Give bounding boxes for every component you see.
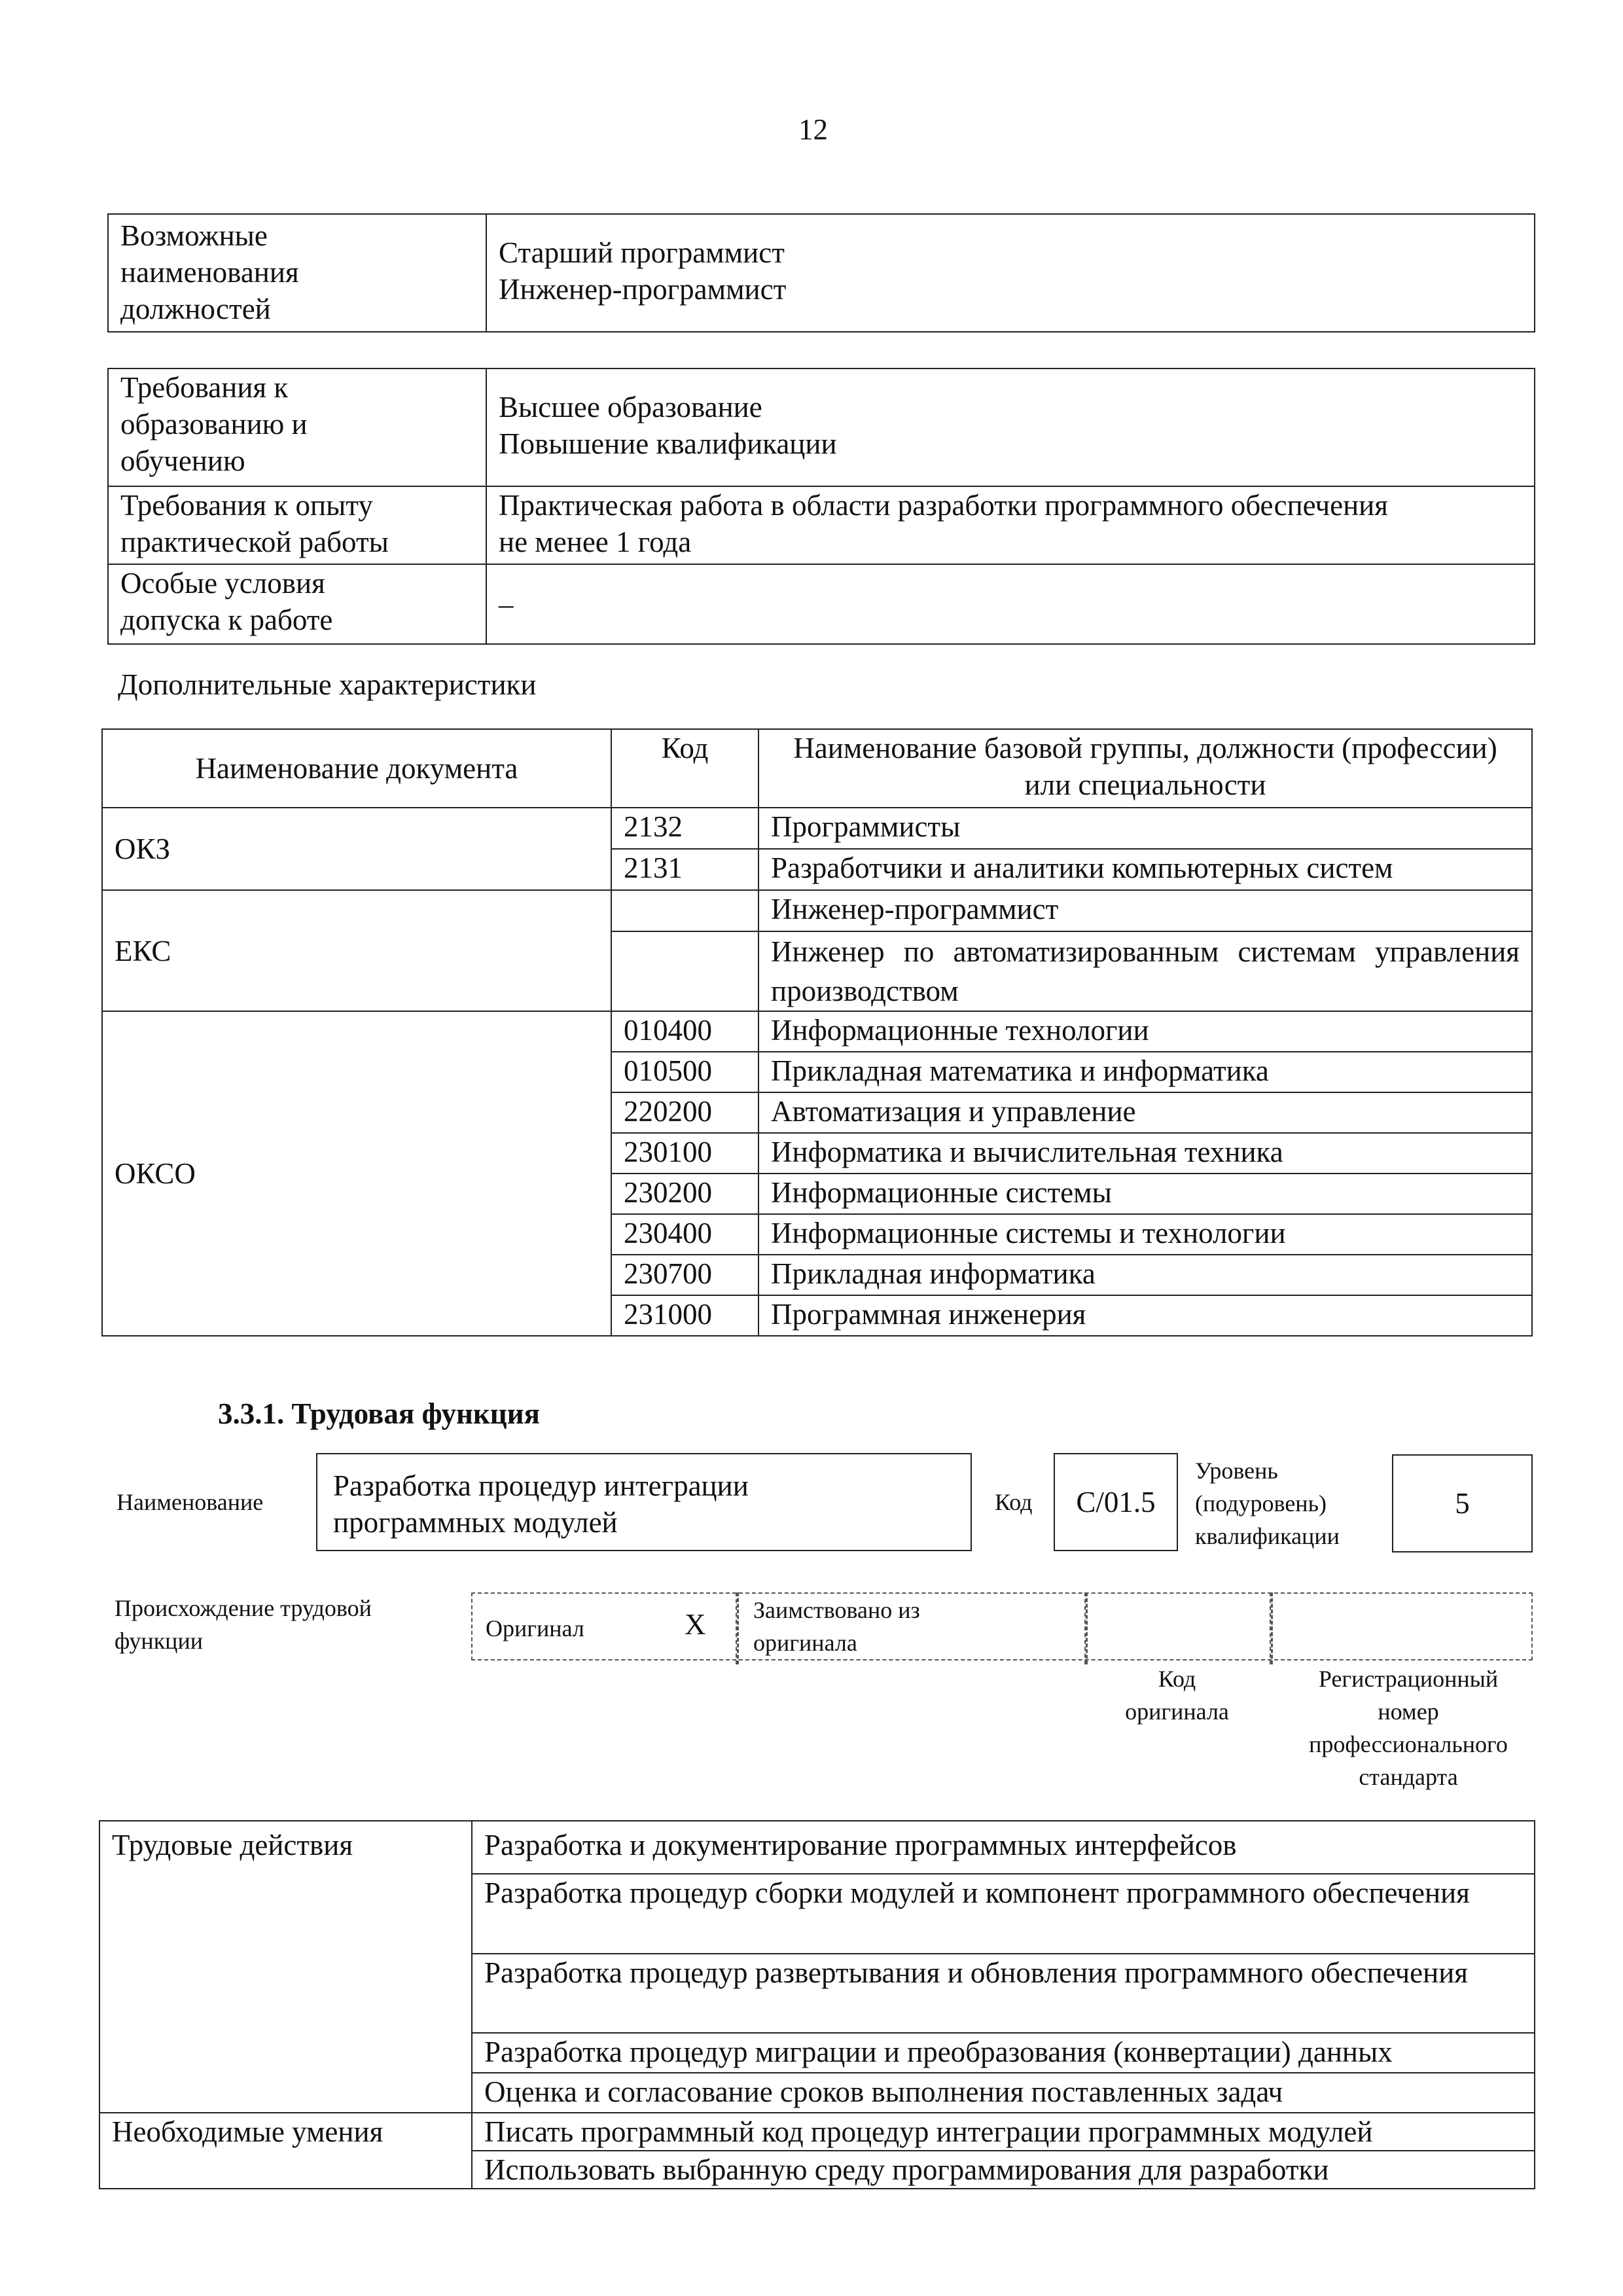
code-value: C/01.5 [1054, 1453, 1178, 1551]
code-label: Код [995, 1489, 1033, 1515]
code-cell: 2131 [611, 849, 758, 890]
experience-label [108, 486, 486, 564]
caption-line: профессионального [1309, 1731, 1508, 1757]
origin-divider [1084, 1592, 1088, 1664]
code-cell: 010400 [611, 1011, 758, 1052]
level-line: Уровень [1195, 1458, 1278, 1484]
action-item: Разработка процедур сборки модулей и компонент программного обеспечения [472, 1874, 1535, 1954]
action-item: Разработка процедур миграции и преобразования (конвертации) данных [472, 2033, 1535, 2073]
origin-mark: X [685, 1608, 706, 1641]
level-label [1195, 1454, 1340, 1552]
borrowed-line: Заимствовано из [753, 1597, 920, 1623]
name-cell: Инженер-программист [758, 890, 1532, 931]
action-item: Разработка и документирование программных интерфейсов [472, 1821, 1535, 1874]
name-cell: Информационные технологии [758, 1011, 1532, 1052]
code-cell: 230200 [611, 1174, 758, 1214]
label-line: допуска к работе [120, 603, 333, 636]
origin-label [115, 1592, 372, 1657]
code-cell: 230700 [611, 1255, 758, 1295]
label-line: Требования к [120, 371, 289, 404]
skills-label: Необходимые умения [99, 2113, 472, 2189]
code-cell [611, 931, 758, 1011]
function-name-box [316, 1453, 972, 1551]
caption-line: Регистрационный [1318, 1666, 1499, 1692]
name-cell: Разработчики и аналитики компьютерных систем [758, 849, 1532, 890]
code-cell: 2132 [611, 808, 758, 849]
name-line: Разработка процедур интеграции [333, 1469, 749, 1502]
doc-eks: ЕКС [102, 890, 611, 1011]
name-cell: Автоматизация и управление [758, 1092, 1532, 1133]
value-line: Инженер-программист [499, 273, 787, 306]
label-line: обучению [120, 444, 245, 477]
level-line: (подуровень) [1195, 1490, 1327, 1516]
caption-line: номер [1378, 1698, 1439, 1725]
skill-item: Использовать выбранную среду программирования для разработки [472, 2151, 1535, 2189]
origin-code-caption [1084, 1662, 1270, 1728]
origin-reg-caption [1270, 1662, 1547, 1793]
caption-line: Код [1158, 1666, 1196, 1692]
name-label: Наименование [116, 1489, 264, 1515]
code-cell: 010500 [611, 1052, 758, 1092]
level-value: 5 [1392, 1454, 1533, 1552]
special-conditions-value: – [486, 564, 1535, 644]
action-item: Разработка процедур развертывания и обновления программного обеспечения [472, 1954, 1535, 2033]
label-line: практической работы [120, 526, 389, 558]
borrowed-line: оригинала [753, 1630, 857, 1656]
origin-original: Оригинал [486, 1615, 584, 1641]
name-cell: Информационные системы [758, 1174, 1532, 1214]
name-cell: Программисты [758, 808, 1532, 849]
positions-label [108, 214, 486, 332]
header-document: Наименование документа [102, 729, 611, 808]
level-line: квалификации [1195, 1523, 1340, 1549]
label-line: Особые условия [120, 567, 325, 600]
label-line: наименования [120, 256, 299, 289]
code-cell: 220200 [611, 1092, 758, 1133]
value-line: не менее 1 года [499, 526, 692, 558]
code-cell: 230100 [611, 1133, 758, 1174]
caption-line: стандарта [1359, 1764, 1458, 1790]
education-label [108, 368, 486, 486]
label-line: Возможные [120, 219, 268, 252]
code-cell [611, 890, 758, 931]
education-values [486, 368, 1535, 486]
origin-divider [1270, 1592, 1273, 1664]
header-code: Код [611, 729, 758, 808]
code-cell: 230400 [611, 1214, 758, 1255]
skill-item: Писать программный код процедур интеграции программных модулей [472, 2113, 1535, 2151]
code-cell: 231000 [611, 1295, 758, 1336]
actions-label: Трудовые действия [99, 1821, 472, 2113]
caption-line: оригинала [1125, 1698, 1229, 1725]
label-line: образованию и [120, 408, 308, 440]
origin-divider [736, 1592, 739, 1664]
origin-label-line: функции [115, 1628, 203, 1654]
experience-values [486, 486, 1535, 564]
name-cell: Прикладная информатика [758, 1255, 1532, 1295]
name-cell: Программная инженерия [758, 1295, 1532, 1336]
name-line: программных модулей [333, 1506, 618, 1539]
name-cell: Прикладная математика и информатика [758, 1052, 1532, 1092]
origin-borrowed [753, 1594, 920, 1659]
value-line: Практическая работа в области разработки программного обеспечения [499, 489, 1388, 522]
additional-title: Дополнительные характеристики [118, 668, 537, 701]
action-item: Оценка и согласование сроков выполнения поставленных задач [472, 2073, 1535, 2113]
label-line: Требования к опыту [120, 489, 373, 522]
section-heading: 3.3.1. Трудовая функция [218, 1397, 541, 1430]
header-name: Наименование базовой группы, должности (профессии) или специальности [758, 729, 1532, 808]
doc-okso: ОКСО [102, 1011, 611, 1336]
page-number: 12 [798, 113, 828, 146]
value-line: Повышение квалификации [499, 427, 837, 460]
actions-skills-table [99, 1820, 1535, 2189]
origin-box [471, 1592, 1533, 1660]
positions-table [107, 213, 1535, 332]
label-line: должностей [120, 293, 271, 325]
value-line: Высшее образование [499, 391, 762, 423]
name-cell: Информатика и вычислительная техника [758, 1133, 1532, 1174]
special-conditions-label [108, 564, 486, 644]
doc-okz: ОКЗ [102, 808, 611, 890]
requirements-table [107, 368, 1535, 645]
name-cell: Информационные системы и технологии [758, 1214, 1532, 1255]
positions-values [486, 214, 1535, 332]
value-line: Старший программист [499, 236, 785, 269]
name-cell: Инженер по автоматизированным системам управления производством [758, 931, 1532, 1011]
additional-table [101, 728, 1533, 1336]
origin-label-line: Происхождение трудовой [115, 1595, 372, 1621]
